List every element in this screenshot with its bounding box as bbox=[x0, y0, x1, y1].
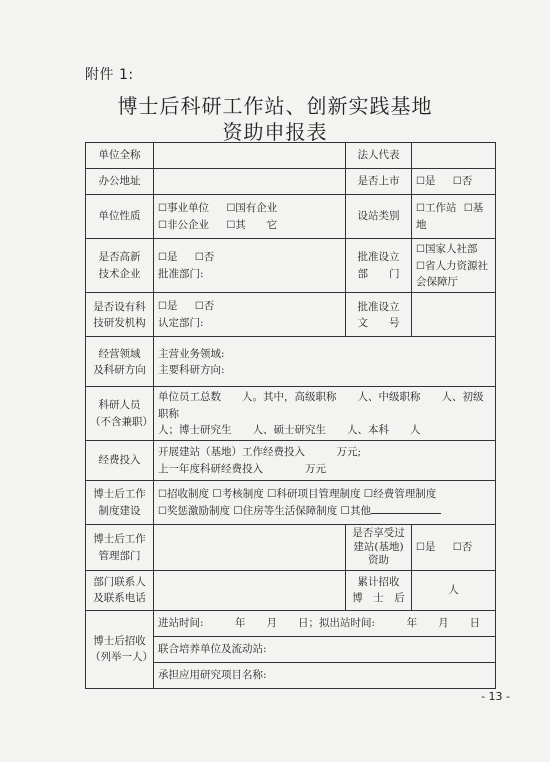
label-rnd-org: 是否设有科 技研发机构 bbox=[86, 293, 154, 337]
field-business bbox=[154, 337, 496, 387]
field-approval-doc[interactable] bbox=[412, 293, 496, 337]
field-station-type bbox=[412, 195, 496, 239]
label-funded: 是否享受过 建站(基地) 资助 bbox=[346, 525, 412, 571]
project-name-input[interactable]: 承担应用研究项目名称: bbox=[154, 662, 496, 688]
label-station-type: 设站类别 bbox=[346, 195, 412, 239]
rnd-no-option[interactable]: ☐否 bbox=[194, 300, 215, 313]
label-investment: 经费投入 bbox=[86, 441, 154, 481]
field-researchers bbox=[154, 387, 496, 441]
checkbox-icon: ☐ bbox=[463, 203, 473, 215]
joint-unit-input[interactable]: 联合培养单位及流动站: bbox=[154, 636, 496, 662]
high-tech-no-option[interactable]: ☐否 bbox=[194, 251, 215, 264]
checkbox-icon: ☐ bbox=[158, 489, 167, 501]
label-contact: 部门联系人 及联系电话 bbox=[86, 570, 154, 610]
table-row bbox=[86, 610, 496, 636]
nature-public-option[interactable]: ☐事业单位 bbox=[158, 202, 209, 214]
checkbox-icon: ☐ bbox=[416, 203, 425, 215]
table-row bbox=[86, 337, 496, 387]
label-approval-dept: 批准设立 部 门 bbox=[346, 239, 412, 293]
checkbox-icon: ☐ bbox=[194, 301, 204, 313]
high-tech-yes-option[interactable]: ☐是 bbox=[158, 251, 178, 264]
entry-time-input[interactable]: 进站时间: 年 月 日；拟出站时间: 年 月 日 bbox=[154, 610, 496, 636]
table-row bbox=[86, 169, 496, 195]
table-row bbox=[86, 195, 496, 239]
listed-no-option[interactable]: ☐否 bbox=[452, 175, 473, 188]
field-high-tech bbox=[154, 239, 346, 293]
dept-provincial-option[interactable]: ☐省人力资源社 bbox=[416, 259, 488, 272]
field-contact[interactable] bbox=[154, 570, 346, 610]
label-recruit-example: 博士后招收 （列举一人） bbox=[86, 610, 154, 688]
label-listed: 是否上市 bbox=[346, 169, 412, 195]
nature-state-option[interactable]: ☐国有企业 bbox=[226, 202, 278, 214]
form-title: 博士后科研工作站、创新实践基地 bbox=[117, 94, 433, 118]
nature-private-option[interactable]: ☐非公企业 bbox=[158, 218, 209, 231]
label-pd-mgmt: 博士后工作 管理部门 bbox=[86, 525, 154, 571]
table-row bbox=[86, 293, 496, 337]
label-pd-system: 博士后工作 制度建设 bbox=[86, 481, 154, 525]
label-approval-doc: 批准设立 文 号 bbox=[346, 293, 412, 337]
label-high-tech: 是否高新 技术企业 bbox=[86, 239, 154, 293]
checkbox-icon: ☐ bbox=[226, 219, 236, 231]
checkbox-icon: ☐ bbox=[416, 260, 425, 272]
field-listed bbox=[412, 169, 496, 195]
type-workstation-option[interactable]: ☐工作站 bbox=[416, 202, 457, 215]
label-legal-rep: 法人代表 bbox=[346, 143, 412, 169]
checkbox-icon: ☐ bbox=[416, 176, 425, 188]
form-subtitle: 资助申报表 bbox=[222, 120, 328, 144]
checkbox-icon: ☐ bbox=[158, 219, 167, 231]
rnd-yes-option[interactable]: ☐是 bbox=[158, 300, 178, 313]
label-researchers: 科研人员 （不含兼职） bbox=[86, 387, 154, 441]
dept-national-option[interactable]: ☐国家人社部 bbox=[416, 243, 478, 255]
invest-line-2[interactable]: 上一年度科研经费投入 万元 bbox=[158, 462, 326, 475]
funded-yes-option[interactable]: ☐是 bbox=[416, 541, 436, 554]
field-pd-mgmt[interactable] bbox=[154, 525, 346, 571]
field-funded bbox=[412, 525, 496, 571]
field-rnd-org bbox=[154, 293, 346, 337]
other-underline[interactable] bbox=[371, 503, 441, 514]
listed-yes-option[interactable]: ☐是 bbox=[416, 175, 436, 188]
table-row bbox=[86, 481, 496, 525]
field-legal-rep[interactable] bbox=[412, 143, 496, 169]
field-recruited[interactable]: 人 bbox=[412, 570, 496, 610]
system-options-line-1[interactable]: ☐招收制度 ☐考核制度 ☐科研项目管理制度 ☐经费管理制度 bbox=[158, 488, 437, 501]
field-unit-nature bbox=[154, 195, 346, 239]
main-business-input[interactable]: 主营业务领域: bbox=[158, 347, 225, 360]
type-base-option[interactable]: ☐基 bbox=[463, 202, 484, 215]
label-unit-nature: 单位性质 bbox=[86, 195, 154, 239]
nature-other-option[interactable]: ☐其 它 bbox=[226, 218, 278, 231]
checkbox-icon: ☐ bbox=[158, 203, 167, 214]
field-investment bbox=[154, 441, 496, 481]
label-recruited: 累计招收 博 士 后 bbox=[346, 570, 412, 610]
attachment-label: 附件 1: bbox=[85, 67, 134, 83]
page-number: - 13 - bbox=[481, 690, 510, 703]
label-office-address: 办公地址 bbox=[86, 169, 154, 195]
field-approval-dept: ☐国家人社部 ☐省人力资源社 会保障厅 bbox=[412, 239, 496, 293]
checkbox-icon: ☐ bbox=[416, 244, 425, 255]
checkbox-icon: ☐ bbox=[452, 176, 462, 188]
table-row bbox=[86, 387, 496, 441]
field-pd-system bbox=[154, 481, 496, 525]
staff-line-2[interactable]: 人；博士研究生 人、硕士研究生 人、本科 人 bbox=[158, 423, 421, 436]
checkbox-icon: ☐ bbox=[158, 505, 167, 517]
table-row bbox=[86, 239, 496, 293]
table-row bbox=[86, 143, 496, 169]
approval-dept-input[interactable]: 批准部门: bbox=[158, 267, 204, 280]
checkbox-icon: ☐ bbox=[194, 252, 204, 264]
staff-line-1[interactable]: 单位员工总数 人。其中，高级职称 人、中级职称 人、初级职称 bbox=[158, 391, 484, 420]
certify-dept-input[interactable]: 认定部门: bbox=[158, 316, 204, 329]
checkbox-icon: ☐ bbox=[416, 542, 425, 554]
label-business: 经营领域 及科研方向 bbox=[86, 337, 154, 387]
invest-line-1[interactable]: 开展建站（基地）工作经费投入 万元; bbox=[158, 446, 362, 459]
funded-no-option[interactable]: ☐否 bbox=[452, 541, 473, 554]
table-row bbox=[86, 441, 496, 481]
system-options-line-2[interactable]: ☐奖惩激励制度 ☐住房等生活保障制度 ☐其他 bbox=[158, 503, 491, 520]
field-unit-name[interactable] bbox=[154, 143, 346, 169]
label-unit-name: 单位全称 bbox=[86, 143, 154, 169]
checkbox-icon: ☐ bbox=[158, 252, 167, 264]
field-office-address[interactable] bbox=[154, 169, 346, 195]
type-base-option-cont: 地 bbox=[416, 218, 427, 231]
main-research-input[interactable]: 主要科研方向: bbox=[158, 363, 225, 376]
checkbox-icon: ☐ bbox=[452, 542, 462, 554]
application-form-table bbox=[85, 142, 496, 689]
checkbox-icon: ☐ bbox=[226, 203, 236, 214]
checkbox-icon: ☐ bbox=[158, 301, 167, 313]
table-row bbox=[86, 570, 496, 610]
table-row bbox=[86, 525, 496, 571]
